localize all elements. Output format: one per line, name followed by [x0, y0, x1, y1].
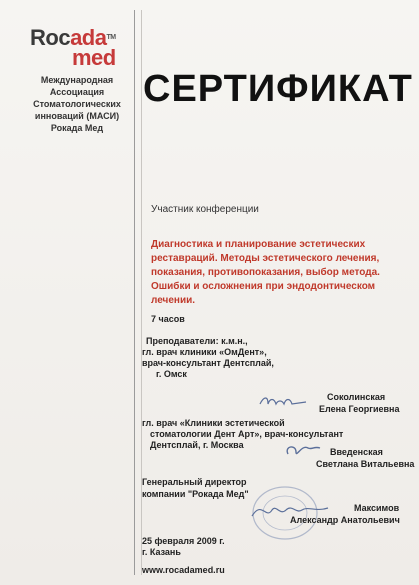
association-line: инноваций (МАСИ)	[34, 111, 120, 121]
rocadamed-logo	[30, 25, 116, 70]
ceo-title	[142, 476, 262, 500]
association-line: Рокада Мед	[50, 123, 104, 133]
ceo-line: Генеральный директор	[142, 477, 247, 487]
teacher1-name	[319, 391, 399, 415]
ceo-name	[290, 502, 400, 526]
teacher1-given-names: Елена Георгиевна	[319, 404, 400, 414]
teacher1-line: г. Омск	[156, 369, 187, 379]
participant-label: Участник конференции	[151, 204, 259, 215]
logo-text-roc: Roc	[30, 25, 71, 50]
teacher2-name	[316, 446, 414, 470]
teachers-header: Преподаватели: к.м.н.,	[146, 336, 248, 346]
website: www.rocadamed.ru	[142, 565, 225, 575]
issue-date: 25 февраля 2009 г.	[142, 536, 225, 546]
course-hours: 7 часов	[151, 314, 185, 324]
association-line: Стоматологических	[33, 99, 121, 109]
association-line: Ассоциация	[49, 87, 105, 97]
certificate-title: СЕРТИФИКАТ	[143, 68, 413, 110]
teacher2-surname: Введенская	[330, 447, 383, 457]
logo-text-ada: ada	[70, 25, 107, 50]
ceo-surname: Максимов	[354, 503, 400, 513]
teacher1-surname: Соколинская	[327, 392, 386, 402]
teacher2-line: Дентсплай, г. Москва	[150, 440, 244, 450]
teacher1-signature	[256, 392, 316, 412]
teacher2-line: стоматологии Дент Арт», врач-консультант	[150, 429, 344, 439]
logo-text-med: med	[72, 45, 116, 70]
teacher2-given-names: Светлана Витальевна	[316, 459, 415, 469]
ceo-line: компании "Рокада Мед"	[142, 489, 249, 499]
course-topic: Диагностика и планирование эстетических реставраций. Методы эстетического лечения, показания, противопоказания, выбор метода. Ошибки и осложнения при эндодонтическом лечении.	[151, 239, 380, 306]
association-name	[18, 74, 136, 134]
teacher1-line: врач-консультант Дентсплай,	[142, 358, 274, 368]
teacher1-credentials	[142, 336, 307, 380]
association-line: Международная	[40, 75, 114, 85]
teacher2-line: гл. врач «Клиники эстетической	[142, 418, 285, 428]
teacher1-line: гл. врач клиники «ОмДент»,	[142, 347, 267, 357]
ceo-given-names: Александр Анатольевич	[290, 515, 400, 525]
issue-city: г. Казань	[142, 547, 181, 557]
issue-date-block	[142, 536, 225, 558]
logo-trademark: TM	[106, 34, 116, 41]
